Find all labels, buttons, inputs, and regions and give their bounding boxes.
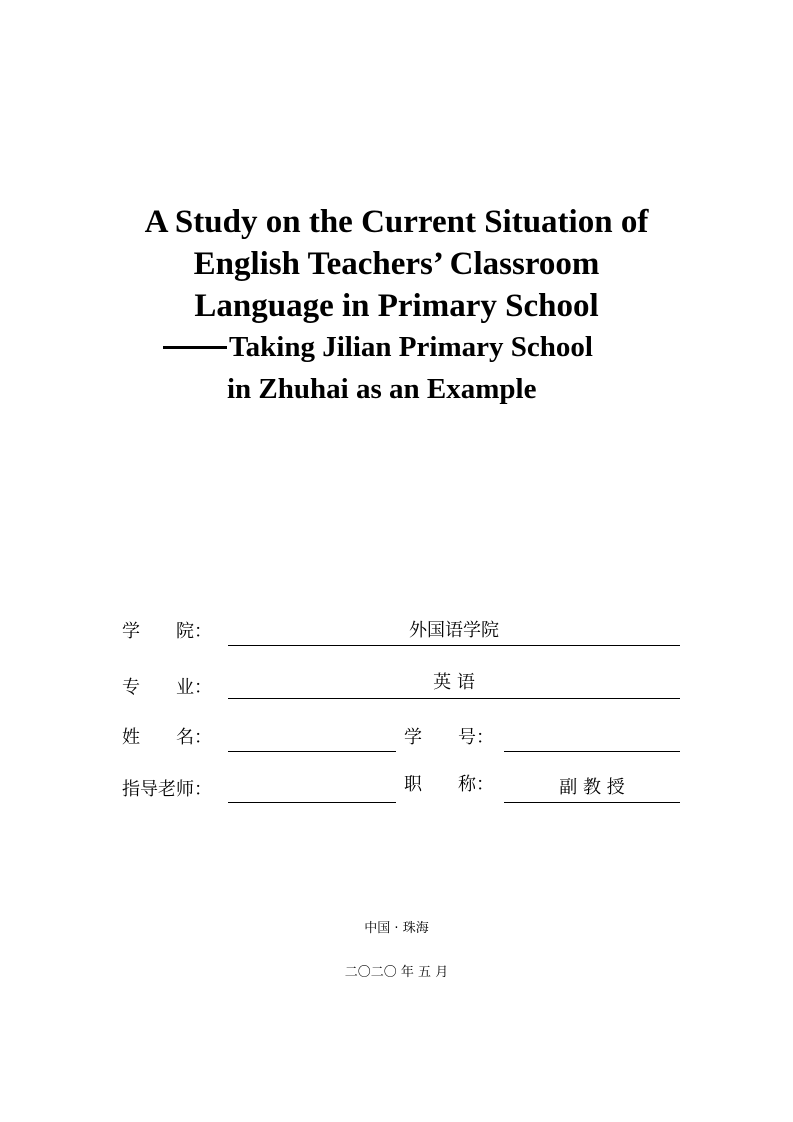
place-line: 中国 · 珠海 [364,921,429,936]
student-id-underline [504,751,680,752]
major-value: 英 语 [433,672,475,693]
thesis-subtitle-line-1 [163,329,593,365]
academic-title-value: 副 教 授 [559,777,625,798]
college-label: 学 院： [122,621,212,642]
subtitle-text-1: Taking Jilian Primary School [229,331,593,363]
date-line: 二〇二〇 年 五 月 [344,965,449,980]
major-underline [228,698,680,699]
academic-title-label: 职 称： [404,774,494,795]
college-underline [228,645,680,646]
advisor-label: 指导老师： [122,779,212,800]
em-dash-rule [163,346,227,349]
name-label: 姓 名： [122,727,212,748]
major-label: 专 业： [122,677,212,698]
thesis-title-line-1: A Study on the Current Situation of [144,204,649,240]
academic-title-underline [504,802,680,803]
student-id-label: 学 号： [404,727,494,748]
thesis-title-line-2: English Teachers’ Classroom [193,246,600,282]
advisor-underline [228,802,396,803]
thesis-subtitle-line-2: in Zhuhai as an Example [227,373,537,405]
college-value: 外国语学院 [409,620,499,641]
thesis-title-line-3: Language in Primary School [194,288,599,324]
name-underline [228,751,396,752]
